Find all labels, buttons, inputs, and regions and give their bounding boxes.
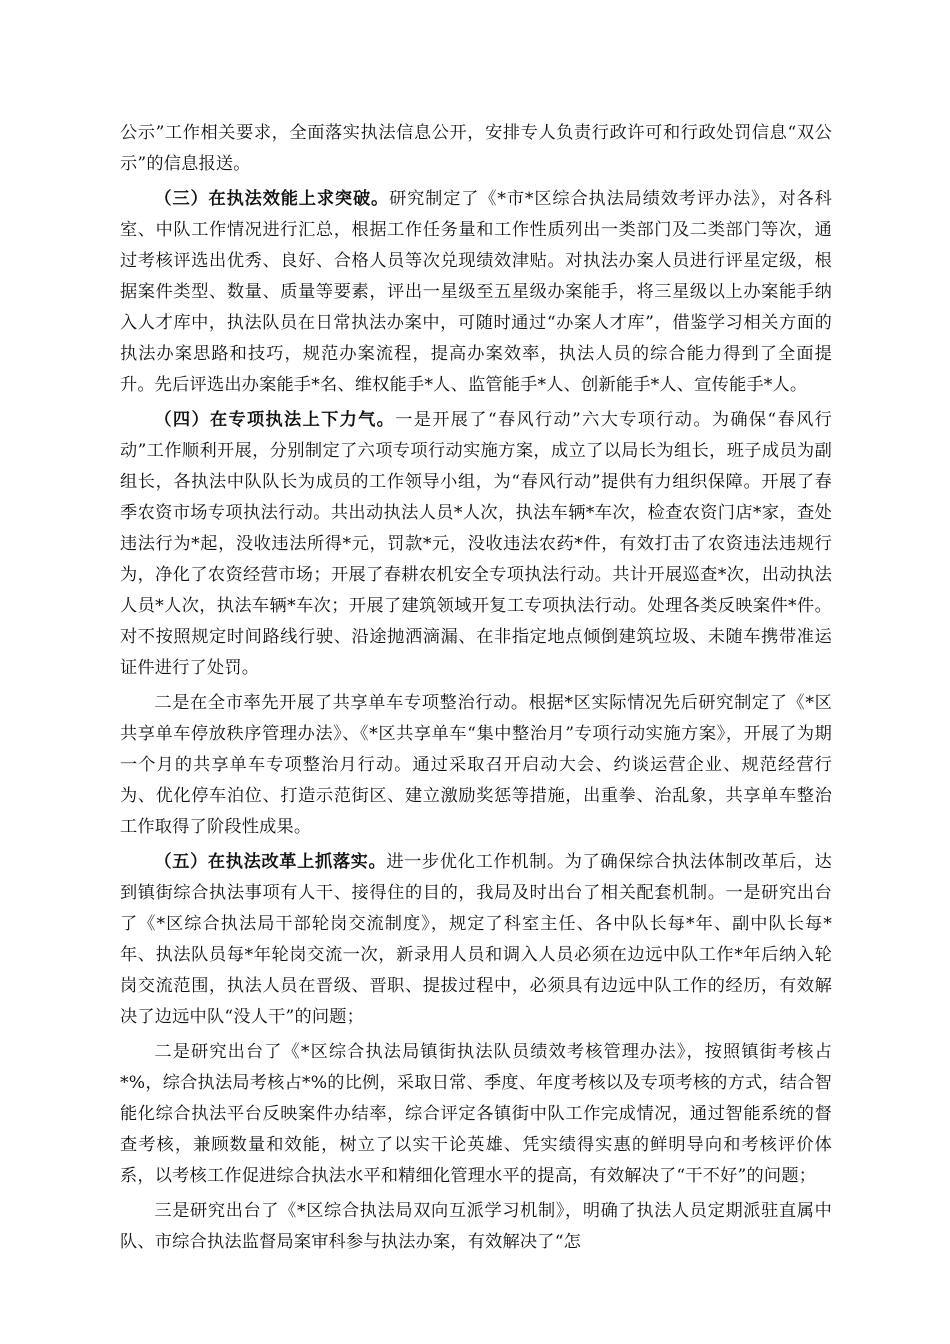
paragraph-section-3 [120, 184, 832, 401]
paragraph-text: 进一步优化工作机制。为了确保综合执法体制改革后，达到镇街综合执法事项有人干、接得住的目的，我局及时出台了相关配套机制。一是研究出台了《*区综合执法局干部轮岗交流制度》，规定了科室主任、各中队长每*年、副中队长每*年、执法队员每*年轮岗交流一次，新录用人员和调入人员必须在边远中队工作*年后纳入轮岗交流范围，执法人员在晋级、晋职、提拔过程中，必须具有边远中队工作的经历，有效解决了边远中队“没人干”的问题； [120, 852, 832, 1027]
paragraph-text: 三是研究出台了《*区综合执法局双向互派学习机制》，明确了执法人员定期派驻直属中队、市综合执法监督局案审科参与执法办案，有效解决了“怎 [120, 1201, 832, 1252]
paragraph-continuation [120, 118, 832, 180]
document-page [120, 118, 832, 1262]
section-heading: （四）在专项执法上下力气。 [154, 410, 396, 430]
paragraph-section-4 [120, 405, 832, 684]
paragraph-text: 一是开展了“春风行动”六大专项行动。为确保“春风行动”工作顺利开展，分别制定了六项专项行动实施方案，成立了以局长为组长，班子成员为副组长，各执法中队队长为成员的工作领导小组，为“春风行动”提供有力组织保障。开展了春季农资市场专项执法行动。共出动执法人员*人次，执法车辆*车次，检查农资门店*家，查处违法行为*起，没收违法所得*元，罚款*元，没收违法农药*件，有效打击了农资违法违规行为，净化了农资经营市场；开展了春耕农机安全专项执法行动。共计开展巡查*次，出动执法人员*人次，执法车辆*车次；开展了建筑领域开复工专项执法行动。处理各类反映案件*件。对不按照规定时间路线行驶、沿途抛洒滴漏、在非指定地点倾倒建筑垃圾、未随车携带准运证件进行了处罚。 [120, 410, 832, 678]
paragraph-shared-bike [120, 688, 832, 843]
paragraph-text: 研究制定了《*市*区综合执法局绩效考评办法》，对各科室、中队工作情况进行汇总，根据工作任务量和工作性质列出一类部门及二类部门等次，通过考核评选出优秀、良好、合格人员等次兑现绩效津贴。对执法办案人员进行评星定级，根据案件类型、数量、质量等要素，评出一星级至五星级办案能手，将三星级以上办案能手纳入人才库中，执法队员在日常执法办案中，可随时通过“办案人才库”，借鉴学习相关方面的执法办案思路和技巧，规范办案流程，提高办案效率，执法人员的综合能力得到了全面提升。先后评选出办案能手*名、维权能手*人、监管能手*人、创新能手*人、宣传能手*人。 [120, 189, 832, 395]
paragraph-assessment [120, 1037, 832, 1192]
paragraph-text: 二是研究出台了《*区综合执法局镇街执法队员绩效考核管理办法》，按照镇街考核占*%，综合执法局考核占*%的比例，采取日常、季度、年度考核以及专项考核的方式，结合智能化综合执法平台反映案件办结率，综合评定各镇街中队工作完成情况，通过智能系统的督查考核，兼顾数量和效能，树立了以实干论英雄、凭实绩得实惠的鲜明导向和考核评价体系，以考核工作促进综合执法水平和精细化管理水平的提高，有效解决了“干不好”的问题； [120, 1042, 832, 1186]
paragraph-text: 二是在全市率先开展了共享单车专项整治行动。根据*区实际情况先后研究制定了《*区共享单车停放秩序管理办法》、《*区共享单车“集中整治月”专项行动实施方案》，开展了为期一个月的共享单车专项整治月行动。通过采取召开启动大会、约谈运营企业、规范经营行为、优化停车泊位、打造示范街区、建立激励奖惩等措施，出重拳、治乱象，共享单车整治工作取得了阶段性成果。 [120, 693, 832, 837]
section-heading: （三）在执法效能上求突破。 [154, 189, 390, 209]
paragraph-text: 公示”工作相关要求，全面落实执法信息公开，安排专人负责行政许可和行政处罚信息“双公示”的信息报送。 [120, 123, 832, 174]
section-heading: （五）在执法改革上抓落实。 [154, 852, 387, 872]
paragraph-section-5 [120, 847, 832, 1033]
paragraph-exchange [120, 1196, 832, 1258]
